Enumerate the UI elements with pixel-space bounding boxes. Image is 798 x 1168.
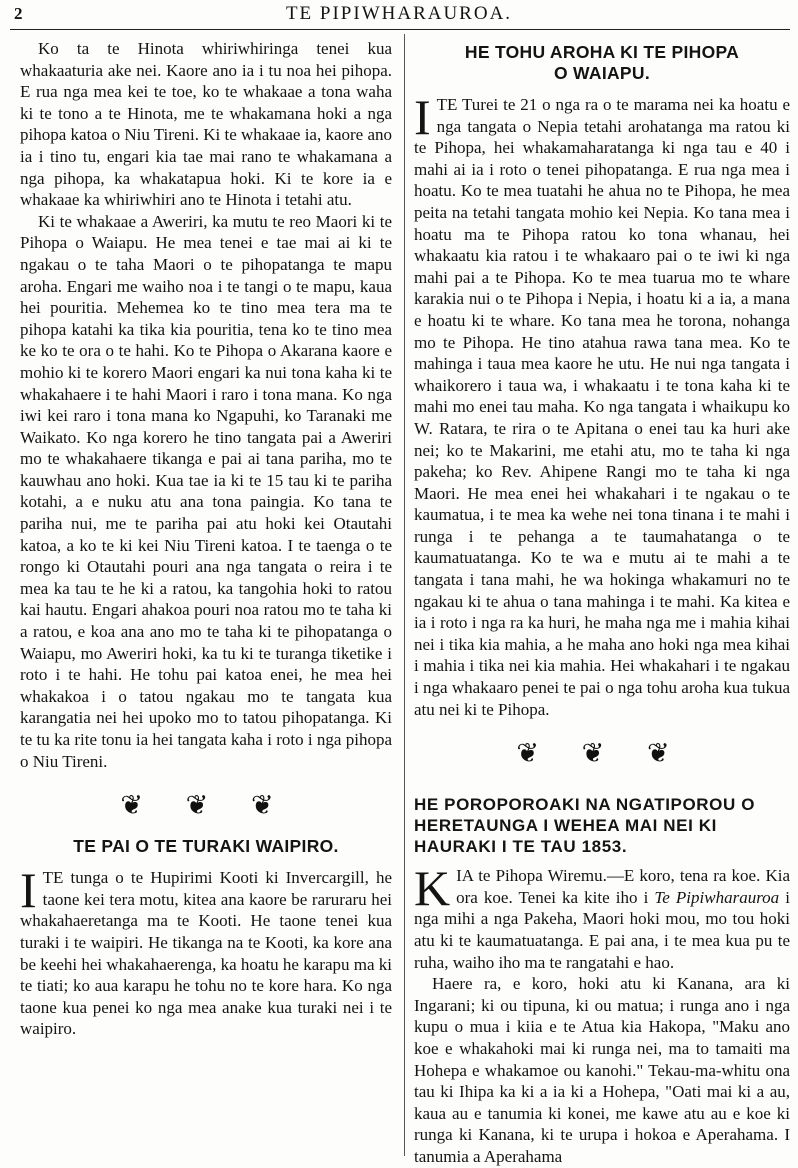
right-column <box>414 38 790 1168</box>
liquor-ban-heading: TE PAI O TE TURAKI WAIPIRO. <box>73 836 339 857</box>
drop-cap: I <box>20 862 37 919</box>
header-rule <box>10 29 790 30</box>
page-number: 2 <box>14 4 23 23</box>
drop-cap: I <box>414 89 431 145</box>
farewell-text-b: i nga mihi a nga Pakeha, Maori hoki mou, mo tou hoki atu ki te kaumatuatanga. E pai ana, i te mea kua pu te ruha, waiho iho ma te rangatahi e hao. <box>414 887 791 972</box>
bishop-gift-text: TE Turei te 21 o nga ra o te marama nei ka hoatu e nga tangata o Nepia tetahi arohatanga ma ratou ki te Pihopa, hei whakamaharatanga ki nga tau e 40 i mahi ai ia i roto o tenei pihopatanga. E rua nga mea i hoatu. Ko te mea tuatahi he ahua no te Pihopa, he mea peita na tetahi tangata mohio kei Nepia. Ko tana mea i hoatu ma te Pihopa ratou ko tona whanau, hei whakaatu kia ratou i te whakaaro pai o te iwi ki nga mahi pai a te Pihopa. Ko te mea tuarua mo te whare karakia nui o te Pihopa i Nepia, i hoatu ki a ia, a mana e hoatu ki te whare. Ko tana mea he torona, nohanga mo te Pihopa. He tino atahua rawa tana mea. Ko te mahinga i taua mea kaore he utu. He nui nga tangata i whaikorero i taua wa, i whakaatu i te tona kaha ki te mahi mo enei tau maha. Ko nga tangata i whaikupu ko W. Ratara, te rira o te Apitana o enei tau ka huri ake nei; ko te Makarini, me etahi atu, mo te taha ki nga pakeha; ko Rev. Ahipene Rangi mo te taha ki nga Maori. He mea enei hei whakahari i te ngakau o te kaumatua, i te mea ka wehe nei tona tinana i te mahi i runga i te pehanga a te taumahatanga o te kaumatuatanga. Ko te wa e mutu ai te mahi a te tangata i tana mahi, he wa hokinga whakamuri no te ngakau ki te ahua o tana mahinga i te mahi. Ka kitea e ia i roto i nga ra ka huri, he maha nga me i mahia kihai nei i tika kia mahia, a he maha ano hoki nga mea kihai i mahia i tika nei kia mahia. Hei whakahari i te ngakau i nga whakaaro penei te pai o nga tohu aroha kua tukua atu nei ki te Pihopa. <box>414 95 790 719</box>
farewell-heading: HE POROPOROAKI NA NGATIPOROU O HERETAUNGA I WEHEA MAI NEI KI HAURAKI I TE TAU 1853. <box>414 795 756 857</box>
bishop-gift-article <box>414 89 790 720</box>
bishop-gift-heading-line1: HE TOHU AROHA KI TE PIHOPA <box>464 42 740 62</box>
left-column <box>20 38 392 1040</box>
column-divider <box>404 34 405 1156</box>
liquor-ban-article <box>20 862 392 1040</box>
farewell-letter-paragraph-2: Haere ra, e koro, hoki atu ki Kanana, ara ki Ingarani; ki ou tipuna, ki ou matua; i runga ano i nga kupu o mua i kiia e te Atua kia Hakopa, "Maku ano koe e whakahoki mai ki runga nei, ma to tamaiti ma Hohepa e whakamoe ou kanohi." Tekau-ma-whitu ona tau ki Ihipa ka ki a ia ki a Hohepa, "Oati mai ki a au, kaua au e tanumia ki konei, me kawe atu au e koe ki runga ki Kanana, ki te urupa i hokoa e Aperahama. I tanumia a Aperahama <box>414 974 790 1166</box>
drop-cap: K <box>414 860 451 917</box>
editorial-paragraph-2: Ki te whakaae a Aweriri, ka mutu te reo Maori ki te Pihopa o Waiapu. He mea tenei e tae mai ai ki te ngakau o te taha Maori o te pihopatanga te mapu aroha. Engari me waiho noa i te tangi o te mapu, kaua hei pouritia. Mehemea ko te tino mea tera ma te pihopa katahi ka tika kia pouritia, tena ko te tino mea ke ko te ora o te hahi. Ko te Pihopa o Akarana kaore e mohio ki te korero Maori engari ka nui tona kaha ki te whakahaere i te hahi Maori i raro i tona mana. Ko nga iwi kei raro i tona mana ko Ngapuhi, ko Taranaki me Waikato. Ko nga korero he tino tangata pai a Aweriri mo te whakahaere tikanga e pai ai tana pariha, mo te kauwhau ano hoki. Kua tae ia ki te 15 tau ki te pariha kotahi, a e nuku atu ana tona paingia. Ko tana te pariha nui, me te pariha pai atu hoki kei Otautahi katoa, a ko te ki kei Niu Tireni katoa. I te taenga o te rongo ki Otautahi pouri ana nga tangata o reira i te mea ka tau te he ki a ratou, ka tangohia hoki to ratou kai hautu. Engari ahakoa pouri noa ratou mo te taha ki a ratou, e koa ana ano mo te taha ki te pihopatanga o Waiapu, mo Aweriri hoki, ka tu ki te turanga tiketike i roto i te hahi. He tohu pai katoa enei, he mea hei whakakoa i o tatou ngakau mo te tangata kua karangatia nei hei upoko mo to tatou pihopatanga. Ki te tu ka rite tonu ia hei tangata kaha i roto i nga pihopa o Niu Tireni. <box>20 211 392 771</box>
bishop-gift-heading-line2: O WAIAPU. <box>553 63 651 83</box>
farewell-letter-paragraph-1 <box>414 860 791 973</box>
farewell-text-a: IA te Pihopa Wiremu.—E koro, tena ra koe. Kia ora koe. Tenei ka kite iho i <box>456 866 790 907</box>
newspaper-title-italic: Te Pipiwharauroa <box>654 887 780 907</box>
fern-ornaments-right: ❦ ❦ ❦ <box>516 738 688 769</box>
masthead-title: TE PIPIWHARAUROA. <box>285 3 513 24</box>
liquor-ban-text: TE tunga o te Hupirimi Kooti ki Invercargill, he taone kei tera motu, kitea ana kaore be raruraru hei whakahaeretanga ma te Kooti. He taone tenei kua turaki i te waipiri. He tikanga na te Kooti, ka kore ana be keehi hei whakahaerenga, ka hoatu he karapu ma ki te tiati; ko aua karapu he tohu no te kore hara. Ko nga taone kua penei ko nga mea anake kua turaki nei i te waipiro. <box>20 868 392 1039</box>
editorial-paragraph-1: Ko ta te Hinota whiriwhiringa tenei kua whakaaturia ake nei. Kaore ano ia i tu noa hei pihopa. E rua nga mea kei te toe, ko te whakaae a tona waha ki te tono a te Hinota, me te whakamana hoki a nga pihopa katoa o Niu Tireni. Ki te whakaae ia, kaore ano ia i tino tu, engari kia tae mai rano te whakamana a nga pihopa, ka whakatapua hoki. Ki te kore ia e whakaae ka whiriwhiri ano te Hinota i tetahi atu. <box>20 39 393 210</box>
fern-ornaments-left: ❦ ❦ ❦ <box>120 790 292 821</box>
